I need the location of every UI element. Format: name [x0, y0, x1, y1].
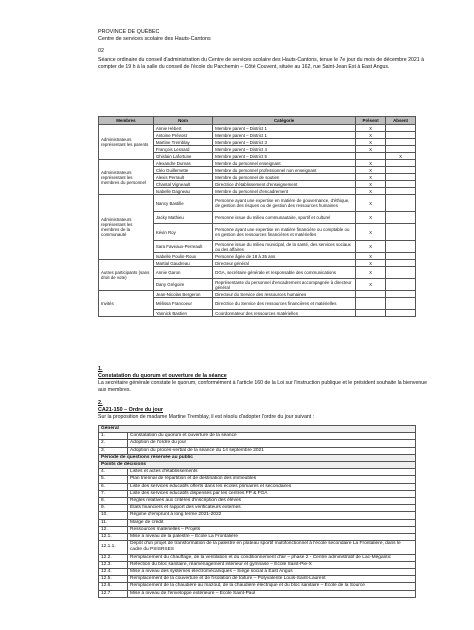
col-absent: Absent	[386, 117, 416, 125]
member-category: Personne issue du milieu communautaire, sportif et culturel	[213, 212, 356, 224]
member-present: X	[356, 267, 386, 279]
member-present: X	[356, 146, 386, 153]
member-category: Personne ayant une expertise en matière de gouvernance, d'éthique, de gestion des risques ou de gestion des ressources humaines	[213, 195, 356, 212]
member-absent	[386, 195, 416, 212]
member-category: Personne âgée de 18 à 35 ans	[213, 253, 356, 260]
member-name: Cléo Guillemette	[153, 167, 212, 174]
agenda-item-title: Remplacement de la chaudière au mazout, de la chaudière électrique et du bloc sanitaire – École de la Source	[128, 583, 416, 590]
member-name: Nancy Bastille	[153, 195, 212, 212]
agenda-row	[99, 526, 416, 533]
member-name: Ghislain Lafortune	[153, 153, 212, 160]
member-absent	[386, 181, 416, 188]
agenda-item-title: Adoption du procès-verbal de la séance du 14 septembre 2021	[128, 447, 416, 454]
agenda-item-number: 2.	[99, 440, 128, 447]
section-2-number: 2.	[98, 400, 103, 406]
agenda-item-title: Remplacement du chauffage, de la ventilation et du conditionnement d'air – phase 2 - Centre administratif de Lac-Mégantic	[128, 554, 416, 561]
member-absent	[386, 139, 416, 146]
member-category: Directrice du Service des ressources financières et matérielles	[213, 298, 356, 310]
agenda-heading: Période de questions réservée au public	[99, 454, 416, 461]
agenda-item-number: 5.	[99, 476, 128, 483]
member-absent	[386, 125, 416, 132]
member-present	[356, 153, 386, 160]
member-name: Alexandre Dumas	[153, 160, 212, 167]
section-1-number: 1.	[98, 366, 103, 372]
agenda-heading: Points de décisions	[99, 462, 416, 469]
member-category: DGA, secrétaire générale et responsable des communications	[213, 267, 356, 279]
agenda-row	[99, 490, 416, 497]
member-absent	[386, 212, 416, 224]
agenda-item-title: Marge de crédit	[128, 519, 416, 526]
member-present: X	[356, 241, 386, 253]
member-absent	[386, 298, 416, 310]
member-category: Membre du personnel d'encadrement	[213, 188, 356, 195]
agenda-item-number: 8.	[99, 498, 128, 505]
agenda-item-number: 12.1.1.	[99, 541, 128, 554]
member-present: X	[356, 125, 386, 132]
section-2-title: CA21-150 – Ordre du jour	[98, 407, 164, 413]
organization-line: Centre de services scolaire des Hauts-Cantons	[98, 36, 211, 42]
agenda-item-number: 7.	[99, 490, 128, 497]
agenda-row	[99, 476, 416, 483]
member-name: Alexis Perrault	[153, 174, 212, 181]
member-present	[356, 291, 386, 298]
agenda-row	[99, 519, 416, 526]
agenda-row	[99, 561, 416, 568]
agenda-row	[99, 569, 416, 576]
member-name: Martial Gaudreau	[153, 260, 212, 267]
member-name: Annie Hébert	[153, 125, 212, 132]
agenda-item-title: Adoption de l'ordre du jour	[128, 440, 416, 447]
member-absent	[386, 132, 416, 139]
member-present: X	[356, 160, 386, 167]
member-absent	[386, 253, 416, 260]
agenda-item-number: 12.2.	[99, 554, 128, 561]
member-category: Directrice d'établissement d'enseignement	[213, 181, 356, 188]
member-name: Jacky Mathieu	[153, 212, 212, 224]
member-row	[99, 195, 416, 212]
member-absent	[386, 188, 416, 195]
agenda-row	[99, 462, 416, 469]
col-present: Présent	[356, 117, 386, 125]
member-present	[356, 298, 386, 310]
member-category: Membre parent – District 4	[213, 146, 356, 153]
section-1-title: Constatation du quorum et ouverture de la séance	[98, 373, 227, 379]
member-row	[99, 291, 416, 298]
member-present: X	[356, 195, 386, 212]
member-row	[99, 260, 416, 267]
member-category: Personne ayant une expertise en matière financière ou comptable ou en gestion des ressources financières et matérielles	[213, 224, 356, 241]
agenda-item-number: 4.	[99, 469, 128, 476]
member-category: Représentante du personnel d'encadrement accompagnée à directeur général	[213, 279, 356, 291]
agenda-item-number: 12.1.	[99, 534, 128, 541]
member-category: Directeur général	[213, 260, 356, 267]
agenda-row	[99, 454, 416, 461]
member-absent: X	[386, 153, 416, 160]
agenda-item-title: Ressources matérielles – Projets	[128, 526, 416, 533]
agenda-row	[99, 433, 416, 440]
member-name: Sara Faveaux-Perreault	[153, 241, 212, 253]
member-group-label: Administrateurs représentant les membres de la communauté	[99, 195, 154, 260]
col-categorie: Catégorie	[213, 117, 356, 125]
member-name: Isabelle Poulin-Roux	[153, 253, 212, 260]
member-row	[99, 160, 416, 167]
member-present: X	[356, 167, 386, 174]
member-present	[356, 310, 386, 317]
member-category: Membre parent – District 5	[213, 153, 356, 160]
agenda-item-number: 3.	[99, 447, 128, 454]
member-absent	[386, 167, 416, 174]
member-present: X	[356, 260, 386, 267]
agenda-row	[99, 583, 416, 590]
member-name: Chantal Vigneault	[153, 181, 212, 188]
member-name: Yannick Bastien	[153, 310, 212, 317]
member-name: Mélissa Francoeur	[153, 298, 212, 310]
agenda-table	[98, 425, 416, 598]
agenda-item-number: 1.	[99, 433, 128, 440]
member-present: X	[356, 279, 386, 291]
member-category: Membre du personnel enseignant	[213, 160, 356, 167]
member-group-label: Administrateurs représentant les parents	[99, 125, 154, 160]
member-name: François Lessard	[153, 146, 212, 153]
col-membres: Membres	[99, 117, 154, 125]
member-name: Martine Tremblay	[153, 139, 212, 146]
agenda-item-title: Régime d'emprunt à long terme 2021-2022	[128, 512, 416, 519]
agenda-item-title: Remplacement de la couverture et de l'isolation de toiture – Polyvalente Louis-Saint-Laurent	[128, 576, 416, 583]
agenda-item-number: 12.5.	[99, 576, 128, 583]
member-absent	[386, 260, 416, 267]
agenda-row	[99, 440, 416, 447]
member-absent	[386, 291, 416, 298]
agenda-item-title: Plan triennal de répartition et de destination des immeubles	[128, 476, 416, 483]
agenda-item-title: Règles relatives aux critères d'inscription des élèves	[128, 498, 416, 505]
agenda-item-title: Liste des services éducatifs offerts dans les écoles primaires et secondaires	[128, 483, 416, 490]
agenda-item-number: 12.6.	[99, 583, 128, 590]
member-name: Jean-Nicolas Bergeron	[153, 291, 212, 298]
section-agenda	[98, 400, 428, 421]
agenda-row	[99, 426, 416, 433]
member-present: X	[356, 253, 386, 260]
member-absent	[386, 279, 416, 291]
agenda-row	[99, 541, 416, 554]
member-name: Isabelle Dagneau	[153, 188, 212, 195]
agenda-row	[99, 576, 416, 583]
member-row	[99, 125, 416, 132]
member-absent	[386, 224, 416, 241]
agenda-row	[99, 469, 416, 476]
member-present: X	[356, 212, 386, 224]
member-category: Coordonnateur des ressources matérielles	[213, 310, 356, 317]
agenda-row	[99, 554, 416, 561]
member-category: Membre du personnel de soutien	[213, 174, 356, 181]
member-absent	[386, 146, 416, 153]
session-intro: Séance ordinaire du conseil d'administration du Centre de services scolaire des Hauts-Cantons, tenue le 7e jour du mois de décembre 2021 à compter de 19 h à la salle du conseil de l'école du Parchemin – Côté Couvent, située au 162, rue Saint-Jean Est à East Angus.	[98, 57, 424, 70]
member-present: X	[356, 181, 386, 188]
province-line: PROVINCE DE QUÉBEC	[98, 29, 160, 35]
member-present: X	[356, 139, 386, 146]
agenda-item-title: Dépôt d'un projet de transformation de la palestre en plateau sportif multifonctionnel à l'école secondaire La Frontalière, dans le cadre du PSISRSES	[128, 541, 416, 554]
document-header	[98, 29, 428, 70]
agenda-item-title: États financiers et rapport des vérificateurs externes	[128, 505, 416, 512]
member-absent	[386, 174, 416, 181]
member-category: Membre parent – District 1	[213, 132, 356, 139]
agenda-row	[99, 498, 416, 505]
page-number: 02	[98, 48, 104, 54]
agenda-item-title: Liste des services éducatifs dispensés par les centres FP & FGA	[128, 490, 416, 497]
agenda-item-number: 12.4.	[99, 569, 128, 576]
member-group-label: Administrateurs représentant les membres du personnel	[99, 160, 154, 195]
member-category: Membre parent – District 1	[213, 125, 356, 132]
member-category: Directeur du Service des ressources humaines	[213, 291, 356, 298]
member-name: Antoine Prévost	[153, 132, 212, 139]
agenda-heading: Général	[99, 426, 416, 433]
agenda-item-number: 11.	[99, 519, 128, 526]
member-absent	[386, 160, 416, 167]
agenda-item-number: 9.	[99, 505, 128, 512]
agenda-row	[99, 590, 416, 597]
agenda-item-title: Mise à niveau de l'enveloppe extérieure – École Saint-Paul	[128, 590, 416, 597]
member-present: X	[356, 174, 386, 181]
section-2-body: Sur la proposition de madame Martine Tremblay, il est résolu d'adopter l'ordre du jour suivant :	[98, 414, 315, 420]
agenda-item-title: Mise à niveau des systèmes électromécaniques – Siège social à East Angus	[128, 569, 416, 576]
agenda-item-number: 12.3.	[99, 561, 128, 568]
agenda-item-title: Réfection du bloc sanitaire, réaménagement intérieur et gymnase – École Saint-Pie-X	[128, 561, 416, 568]
col-nom: Nom	[153, 117, 212, 125]
agenda-item-title: Listes et actes d'établissements	[128, 469, 416, 476]
agenda-row	[99, 483, 416, 490]
member-name: Kévin Roy	[153, 224, 212, 241]
members-table	[98, 116, 416, 317]
section-quorum	[98, 366, 428, 393]
member-name: Dany Grégoire	[153, 279, 212, 291]
member-absent	[386, 310, 416, 317]
agenda-item-number: 10.	[99, 512, 128, 519]
member-absent	[386, 267, 416, 279]
agenda-row	[99, 534, 416, 541]
member-present: X	[356, 132, 386, 139]
agenda-item-number: 12.	[99, 526, 128, 533]
member-group-label: Invités	[99, 291, 154, 317]
member-present: X	[356, 224, 386, 241]
agenda-item-title: Constatation du quorum et ouverture de la séance	[128, 433, 416, 440]
agenda-item-number: 6.	[99, 483, 128, 490]
section-1-body: La secrétaire générale constate le quorum, conformément à l'article 160 de la Loi sur l'instruction publique et le président souhaite la bienvenue aux membres.	[98, 380, 427, 393]
agenda-item-number: 12.7.	[99, 590, 128, 597]
member-present: X	[356, 188, 386, 195]
agenda-row	[99, 505, 416, 512]
agenda-item-title: Mise à niveau de la palestre – École La Frontalière	[128, 534, 416, 541]
member-category: Membre parent – District 3	[213, 139, 356, 146]
member-group-label: Autres participants (sans droit de vote)	[99, 260, 154, 291]
agenda-row	[99, 512, 416, 519]
member-absent	[386, 241, 416, 253]
member-category: Personne issue du milieu municipal, de la santé, des services sociaux ou des affaires	[213, 241, 356, 253]
member-name: Annie Garon	[153, 267, 212, 279]
agenda-row	[99, 447, 416, 454]
member-category: Membre du personnel professionnel non enseignant	[213, 167, 356, 174]
